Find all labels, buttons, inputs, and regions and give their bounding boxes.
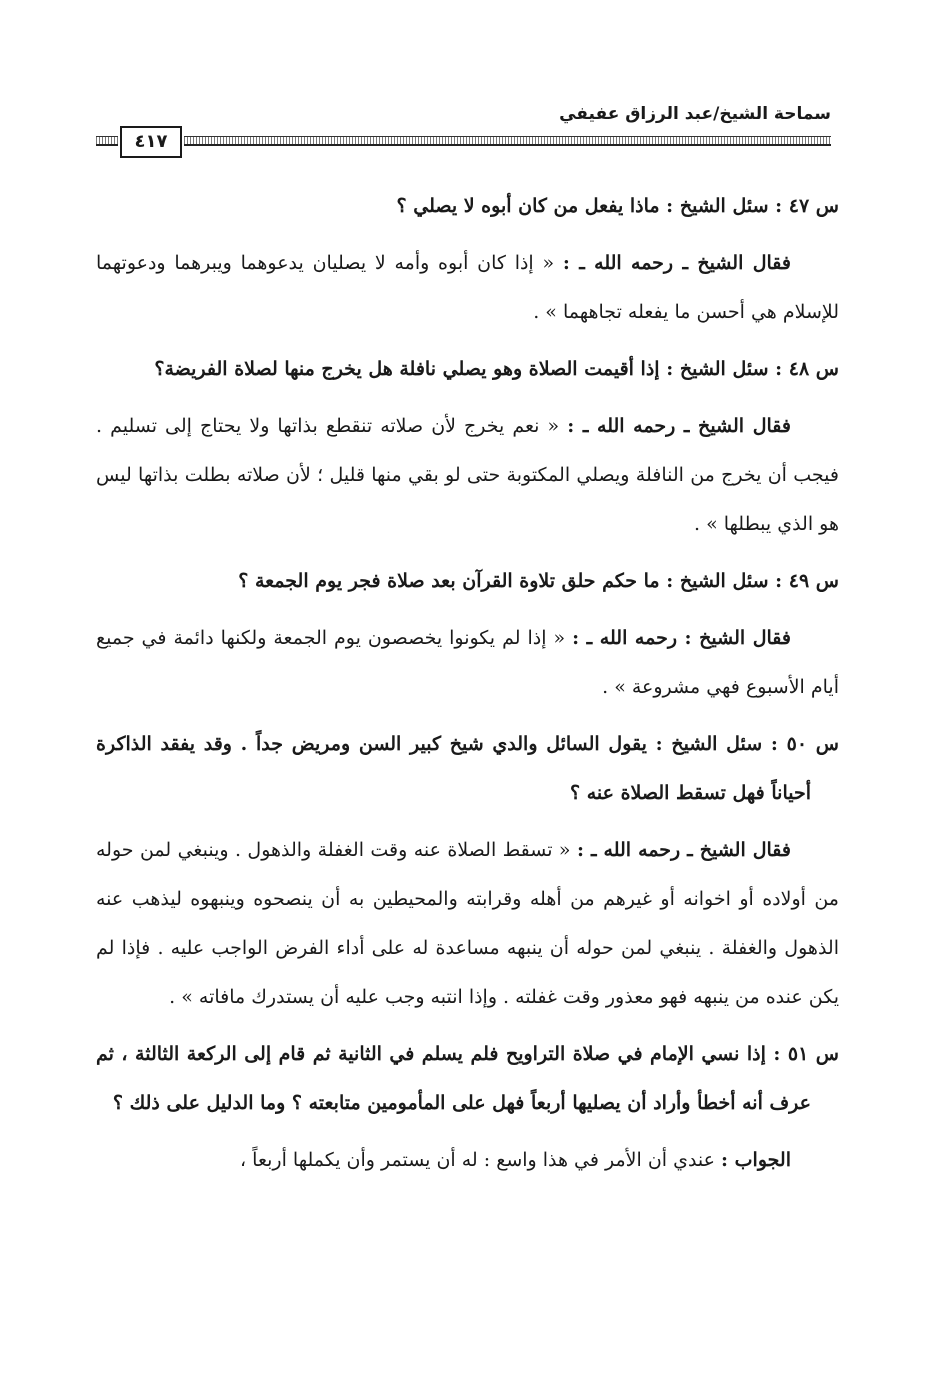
page-header [96, 100, 831, 160]
header-rule-left [96, 136, 118, 146]
answer-lead: فقال الشيخ ـ رحمه الله ـ : [562, 252, 791, 274]
question-number: س ٥٠ : [770, 733, 839, 755]
question-48 [96, 345, 839, 394]
answer-47 [96, 239, 839, 337]
question-51 [96, 1030, 839, 1128]
answer-lead: فقال الشيخ ـ رحمه الله ـ : [567, 415, 791, 437]
page-number: ٤١٧ [120, 126, 182, 158]
question-number: س ٤٧ : [775, 195, 839, 217]
question-text: سئل الشيخ : إذا أقيمت الصلاة وهو يصلي نافلة هل يخرج منها لصلاة الفريضة؟ [154, 358, 769, 380]
question-text: سئل الشيخ : ماذا يفعل من كان أبوه لا يصلي ؟ [396, 195, 769, 217]
answer-48 [96, 402, 839, 549]
question-text: إذا نسي الإمام في صلاة التراويح فلم يسلم في الثانية ثم قام إلى الركعة الثالثة ، ثم عرف أنه أخطأ وأراد أن يصليها أربعاً فهل على المأمومين متابعته ؟ وما الدليل على ذلك ؟ [96, 1043, 811, 1114]
answer-lead: الجواب : [721, 1149, 791, 1171]
header-rule [184, 136, 831, 146]
answer-lead: فقال الشيخ : رحمه الله ـ : [572, 627, 791, 649]
question-text: سئل الشيخ : يقول السائل والدي شيخ كبير السن ومريض جداً . وقد يفقد الذاكرة أحياناً فهل تسقط الصلاة عنه ؟ [96, 733, 811, 804]
question-number: س ٥١ : [773, 1043, 839, 1065]
book-title: سماحة الشيخ/عبد الرزاق عفيفي [559, 104, 831, 124]
page-content [96, 182, 839, 1193]
answer-50 [96, 826, 839, 1022]
answer-lead: فقال الشيخ ـ رحمه الله ـ : [576, 839, 791, 861]
answer-51 [96, 1136, 839, 1185]
answer-text: عندي أن الأمر في هذا واسع : له أن يستمر وأن يكملها أربعاً ، [240, 1149, 715, 1171]
question-50 [96, 720, 839, 818]
question-49 [96, 557, 839, 606]
answer-49 [96, 614, 839, 712]
question-number: س ٤٨ : [775, 358, 839, 380]
question-number: س ٤٩ : [775, 570, 839, 592]
question-text: سئل الشيخ : ما حكم حلق تلاوة القرآن بعد صلاة فجر يوم الجمعة ؟ [238, 570, 769, 592]
answer-text: « إذا لم يكونوا يخصصون يوم الجمعة ولكنها دائمة في جميع أيام الأسبوع فهي مشروعة » . [96, 627, 839, 698]
answer-text: « نعم يخرج لأن صلاته تنقطع بذاتها ولا يحتاج إلى تسليم . فيجب أن يخرج من النافلة ويصلي المكتوبة حتى لو بقي منها قليل ؛ لأن صلاته بطلت بذاتها ليس هو الذي يبطلها » . [96, 415, 839, 535]
answer-text: « إذا كان أبوه وأمه لا يصليان يدعوهما ويبرهما ودعوتهما للإسلام هي أحسن ما يفعله تجاههما » . [96, 252, 839, 323]
question-47 [96, 182, 839, 231]
answer-text: « تسقط الصلاة عنه وقت الغفلة والذهول . وينبغي لمن حوله من أولاده أو اخوانه أو غيرهم من أهله وقرابته والمحيطين به أن ينصحوه وينبهوه ليذهب عنه الذهول والغفلة . ينبغي لمن حوله أن ينبهه مساعدة له على أداء الفرض الواجب عليه . فإذا لم يكن عنده من ينبهه فهو معذور وقت غفلته . وإذا انتبه وجب عليه أن يستدرك مافاته » . [96, 839, 839, 1008]
